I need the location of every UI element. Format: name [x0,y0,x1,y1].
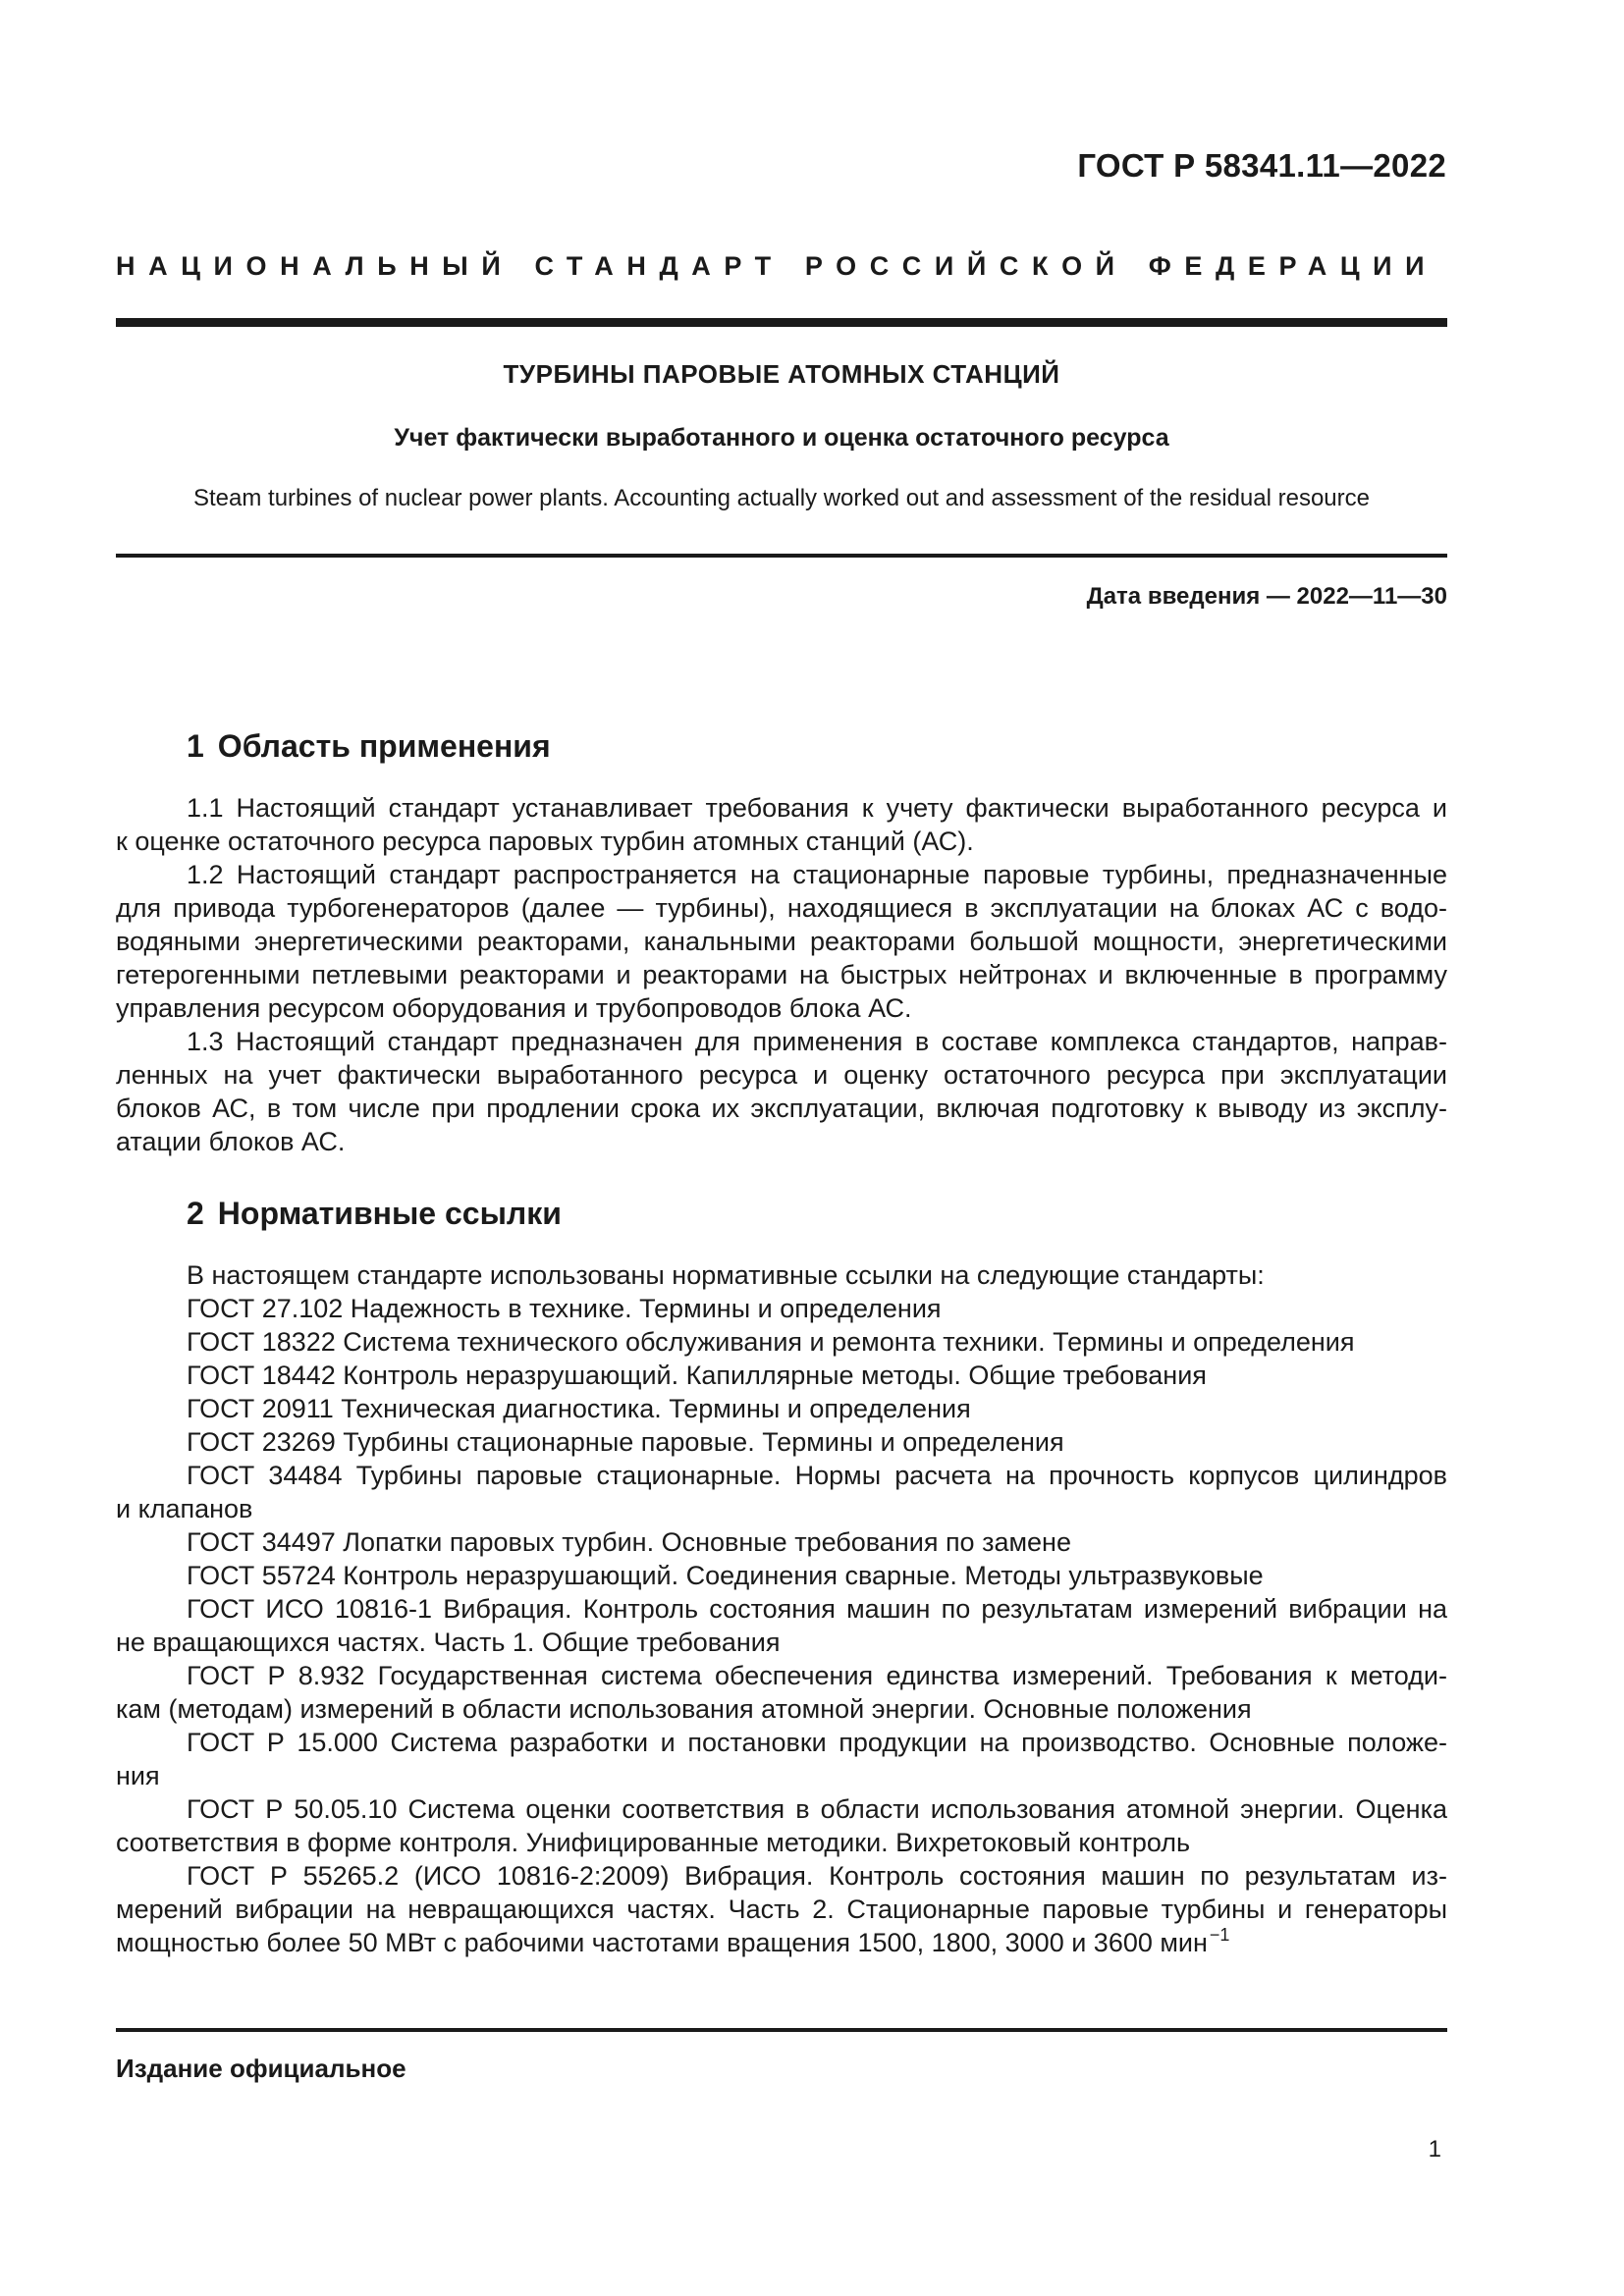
reference-item-continuation: не вращающихся частях. Часть 1. Общие требования [116,1628,781,1657]
paragraph-line: блоков АС, в том числе при продлении срока их эксплуатации, включая подготовку к выводу из эксплу- [116,1094,1447,1123]
paragraph-line: 1.3 Настоящий стандарт предназначен для применения в составе комплекса стандартов, направ- [187,1027,1447,1056]
reference-item: ГОСТ 18322 Система технического обслуживания и ремонта техники. Термины и определения [187,1327,1355,1357]
section-1-body [116,791,1447,1158]
reference-text: мощностью более 50 МВт с рабочими частотами вращения 1500, 1800, 3000 и 3600 мин [116,1928,1208,1957]
reference-item-continuation: мерений вибрации на невращающихся частях. Часть 2. Стационарные паровые турбины и генераторы [116,1895,1447,1924]
reference-item: ГОСТ 55724 Контроль неразрушающий. Соединения сварные. Методы ультразвуковые [187,1561,1264,1590]
paragraph-line: 1.2 Настоящий стандарт распространяется на стационарные паровые турбины, предназначенные [187,860,1447,889]
paragraph-line: гетерогенными петлевыми реакторами и реакторами на быстрых нейтронах и включенные в программу [116,960,1447,989]
paragraph-line: управления ресурсом оборудования и трубопроводов блока АС. [116,993,912,1023]
document-title-english: Steam turbines of nuclear power plants. Accounting actually worked out and assessment of the residual resource [193,485,1370,511]
reference-item: ГОСТ 34484 Турбины паровые стационарные. Нормы расчета на прочность корпусов цилиндров [187,1461,1447,1490]
national-standard-banner: НАЦИОНАЛЬНЫЙ СТАНДАРТ РОССИЙСКОЙ ФЕДЕРАЦИИ [116,251,1438,281]
reference-item: ГОСТ Р 8.932 Государственная система обеспечения единства измерений. Требования к методи- [187,1661,1447,1690]
reference-item: ГОСТ ИСО 10816-1 Вибрация. Контроль состояния машин по результатам измерений вибрации на [187,1594,1447,1624]
document-subtitle: Учет фактически выработанного и оценка остаточного ресурса [394,424,1169,452]
document-title: ТУРБИНЫ ПАРОВЫЕ АТОМНЫХ СТАНЦИЙ [503,359,1060,389]
superscript: −1 [1209,1925,1230,1945]
paragraph-line: В настоящем стандарте использованы нормативные ссылки на следующие стандарты: [187,1260,1265,1290]
reference-item: ГОСТ Р 15.000 Система разработки и постановки продукции на производство. Основные положе- [187,1728,1447,1757]
title-divider [116,554,1447,558]
paragraph-line: для привода турбогенераторов (далее — турбины), находящиеся в эксплуатации на блоках АС с водо- [116,893,1447,923]
reference-item-continuation: ния [116,1761,160,1790]
reference-item: ГОСТ 23269 Турбины стационарные паровые. Термины и определения [187,1427,1064,1457]
reference-item: ГОСТ 18442 Контроль неразрушающий. Капиллярные методы. Общие требования [187,1361,1207,1390]
paragraph-line: к оценке остаточного ресурса паровых турбин атомных станций (АС). [116,827,974,856]
document-code: ГОСТ Р 58341.11—2022 [1077,147,1446,184]
section-number: 1 [187,728,204,764]
reference-item-continuation: соответствия в форме контроля. Унифицированные методики. Вихретоковый контроль [116,1828,1191,1857]
section-1-heading [187,728,551,765]
reference-item-continuation: кам (методам) измерений в области использования атомной энергии. Основные положения [116,1694,1252,1724]
paragraph-line: водяными энергетическими реакторами, канальными реакторами большой мощности, энергетическими [116,927,1447,956]
section-title: Нормативные ссылки [217,1196,562,1231]
reference-item-continuation: и клапанов [116,1494,253,1523]
footer-divider [116,2028,1447,2032]
header-divider [116,318,1447,327]
paragraph-line: 1.1 Настоящий стандарт устанавливает требования к учету фактически выработанного ресурса и [187,793,1447,823]
page-number: 1 [1428,2136,1441,2163]
reference-item: ГОСТ Р 55265.2 (ИСО 10816-2:2009) Вибрация. Контроль состояния машин по результатам из- [187,1861,1447,1891]
section-2-body [116,1258,1447,1959]
paragraph-line: ленных на учет фактически выработанного ресурса и оценку остаточного ресурса при эксплуатации [116,1060,1447,1090]
section-title: Область применения [217,728,551,764]
reference-item-continuation-last [116,1926,1447,1959]
reference-item: ГОСТ Р 50.05.10 Система оценки соответствия в области использования атомной энергии. Оценка [187,1794,1447,1824]
section-number: 2 [187,1196,204,1231]
reference-item: ГОСТ 34497 Лопатки паровых турбин. Основные требования по замене [187,1527,1071,1557]
official-edition-label: Издание официальное [116,2054,406,2083]
paragraph-line: атации блоков АС. [116,1127,346,1156]
reference-item: ГОСТ 27.102 Надежность в технике. Термины и определения [187,1294,942,1323]
introduction-date: Дата введения — 2022—11—30 [1086,583,1447,610]
section-2-heading [187,1196,562,1232]
reference-item: ГОСТ 20911 Техническая диагностика. Термины и определения [187,1394,971,1423]
